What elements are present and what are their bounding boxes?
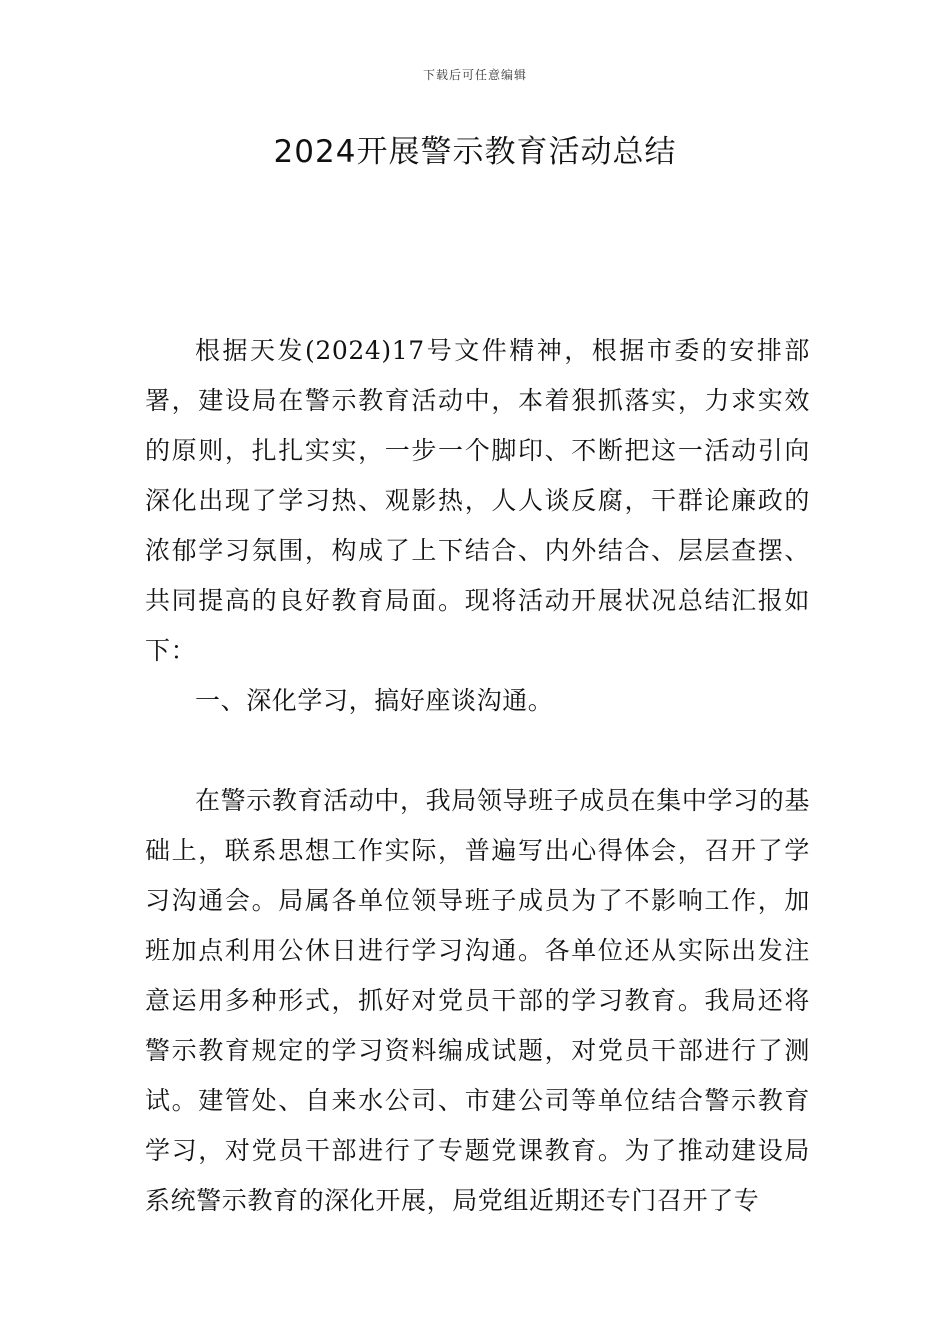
paragraph-study: 在警示教育活动中，我局领导班子成员在集中学习的基础上，联系思想工作实际，普遍写出心得体会，召开了学习沟通会。局属各单位领导班子成员为了不影响工作，加班加点利用公休日进行学习沟通。各单位还从实际出发注意运用多种形式，抓好对党员干部的学习教育。我局还将警示教育规定的学习资料编成试题，对党员干部进行了测试。建管处、自来水公司、市建公司等单位结合警示教育学习，对党员干部进行了专题党课教育。为了推动建设局系统警示教育的深化开展，局党组近期还专门召开了专 [145, 786, 810, 1215]
header-note: 下载后可任意编辑 [422, 68, 527, 82]
section-heading-1: 一、深化学习，搞好座谈沟通。 [195, 686, 554, 715]
document-title: 2024开展警示教育活动总结 [273, 134, 677, 170]
paragraph-intro: 根据天发(2024)17号文件精神，根据市委的安排部署，建设局在警示教育活动中，本着狠抓落实，力求实效的原则，扎扎实实，一步一个脚印、不断把这一活动引向深化出现了学习热、观影热，人人谈反腐，干群论廉政的浓郁学习氛围，构成了上下结合、内外结合、层层查摆、共同提高的良好教育局面。现将活动开展状况总结汇报如下： [145, 336, 810, 665]
